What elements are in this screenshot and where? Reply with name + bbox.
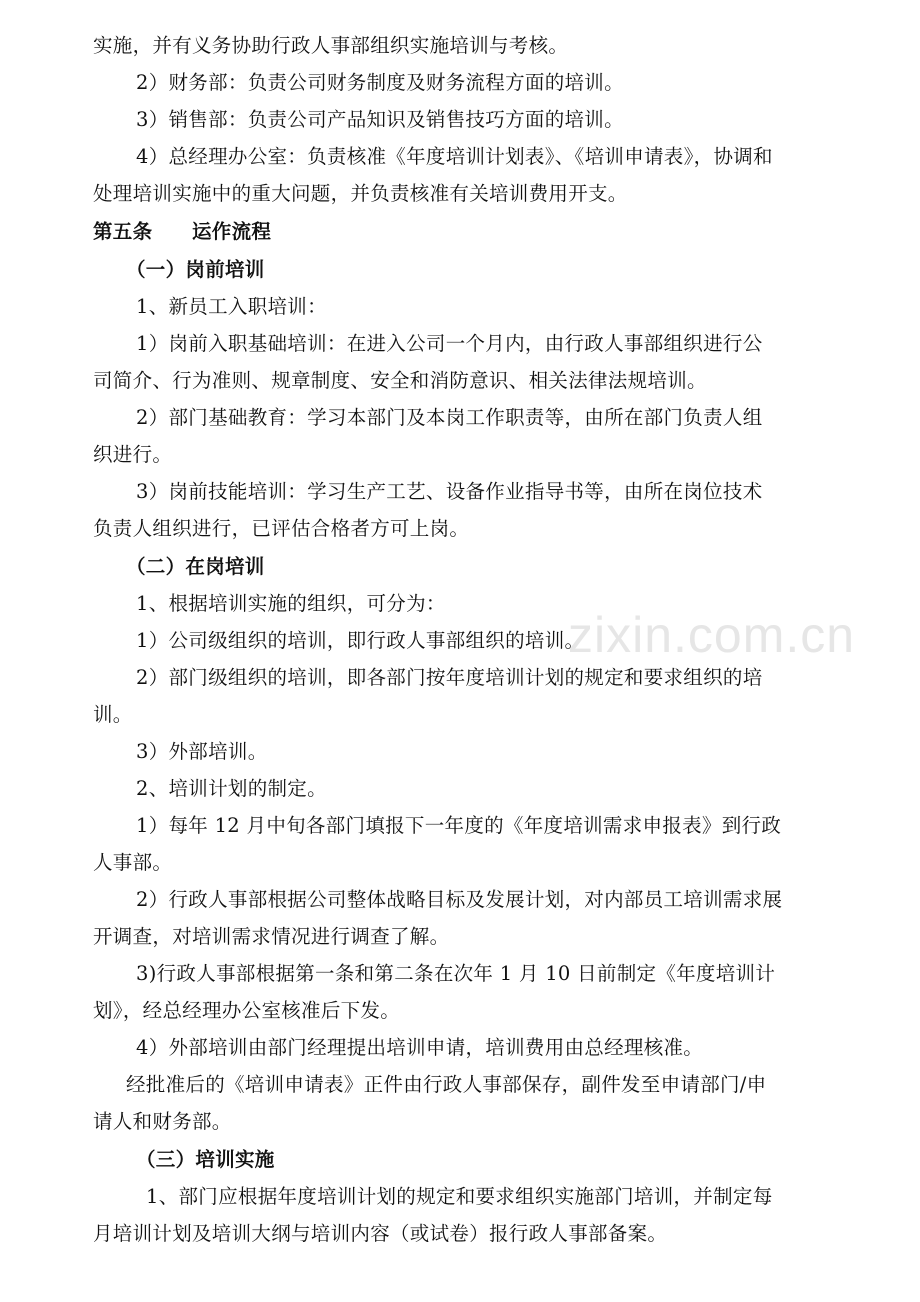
body-line: 4）总经理办公室：负责核准《年度培训计划表》、《培训申请表》，协调和	[136, 145, 773, 168]
body-line: 1、新员工入职培训：	[136, 295, 327, 318]
body-line: 实施，并有义务协助行政人事部组织实施培训与考核。	[93, 34, 569, 57]
body-line: 1、部门应根据年度培训计划的规定和要求组织实施部门培训，并制定每	[146, 1185, 773, 1208]
body-line: 3)行政人事部根据第一条和第二条在次年 1 月 10 日前制定《年度培训计	[136, 962, 776, 985]
body-line: 2）行政人事部根据公司整体战略目标及发展计划，对内部员工培训需求展	[136, 888, 783, 911]
body-line: 1）每年 12 月中旬各部门填报下一年度的《年度培训需求申报表》到行政	[136, 814, 782, 837]
body-line: 处理培训实施中的重大问题，并负责核准有关培训费用开支。	[93, 182, 628, 205]
body-line: 2）部门基础教育：学习本部门及本岗工作职责等，由所在部门负责人组	[136, 406, 763, 429]
body-line: 训。	[93, 703, 133, 726]
body-line: 2、培训计划的制定。	[136, 777, 327, 800]
body-line: 月培训计划及培训大纲与培训内容（或试卷）报行政人事部备案。	[93, 1222, 668, 1245]
section-heading: （三）培训实施	[136, 1148, 275, 1171]
article-heading: 第五条 运作流程	[93, 220, 272, 243]
body-line: 织进行。	[93, 443, 173, 466]
body-line: 3）销售部：负责公司产品知识及销售技巧方面的培训。	[136, 108, 624, 131]
body-line: 3）岗前技能培训：学习生产工艺、设备作业指导书等，由所在岗位技术	[136, 480, 763, 503]
body-line: 人事部。	[93, 851, 173, 874]
body-line: 1）公司级组织的培训，即行政人事部组织的培训。	[136, 629, 585, 652]
body-line: 4）外部培训由部门经理提出培训申请，培训费用由总经理核准。	[136, 1036, 704, 1059]
body-line: 划》，经总经理办公室核准后下发。	[93, 999, 401, 1022]
body-line: 司简介、行为准则、规章制度、安全和消防意识、相关法律法规培训。	[93, 369, 707, 392]
watermark: zixin.com.cn	[568, 607, 856, 663]
body-line: 1、根据培训实施的组织，可分为：	[136, 592, 446, 615]
body-line: 2）财务部：负责公司财务制度及财务流程方面的培训。	[136, 71, 624, 94]
body-line: 3）外部培训。	[136, 740, 268, 763]
body-line: 1）岗前入职基础培训：在进入公司一个月内，由行政人事部组织进行公	[136, 332, 763, 355]
body-line: 开调查，对培训需求情况进行调查了解。	[93, 925, 450, 948]
body-line: 经批准后的《培训申请表》正件由行政人事部保存，副件发至申请部门/申	[126, 1073, 767, 1096]
section-heading: （二）在岗培训	[126, 555, 265, 578]
body-line: 请人和财务部。	[93, 1110, 232, 1133]
body-line: 负责人组织进行，已评估合格者方可上岗。	[93, 517, 470, 540]
section-heading: （一）岗前培训	[126, 258, 265, 281]
body-line: 2）部门级组织的培训，即各部门按年度培训计划的规定和要求组织的培	[136, 666, 763, 689]
